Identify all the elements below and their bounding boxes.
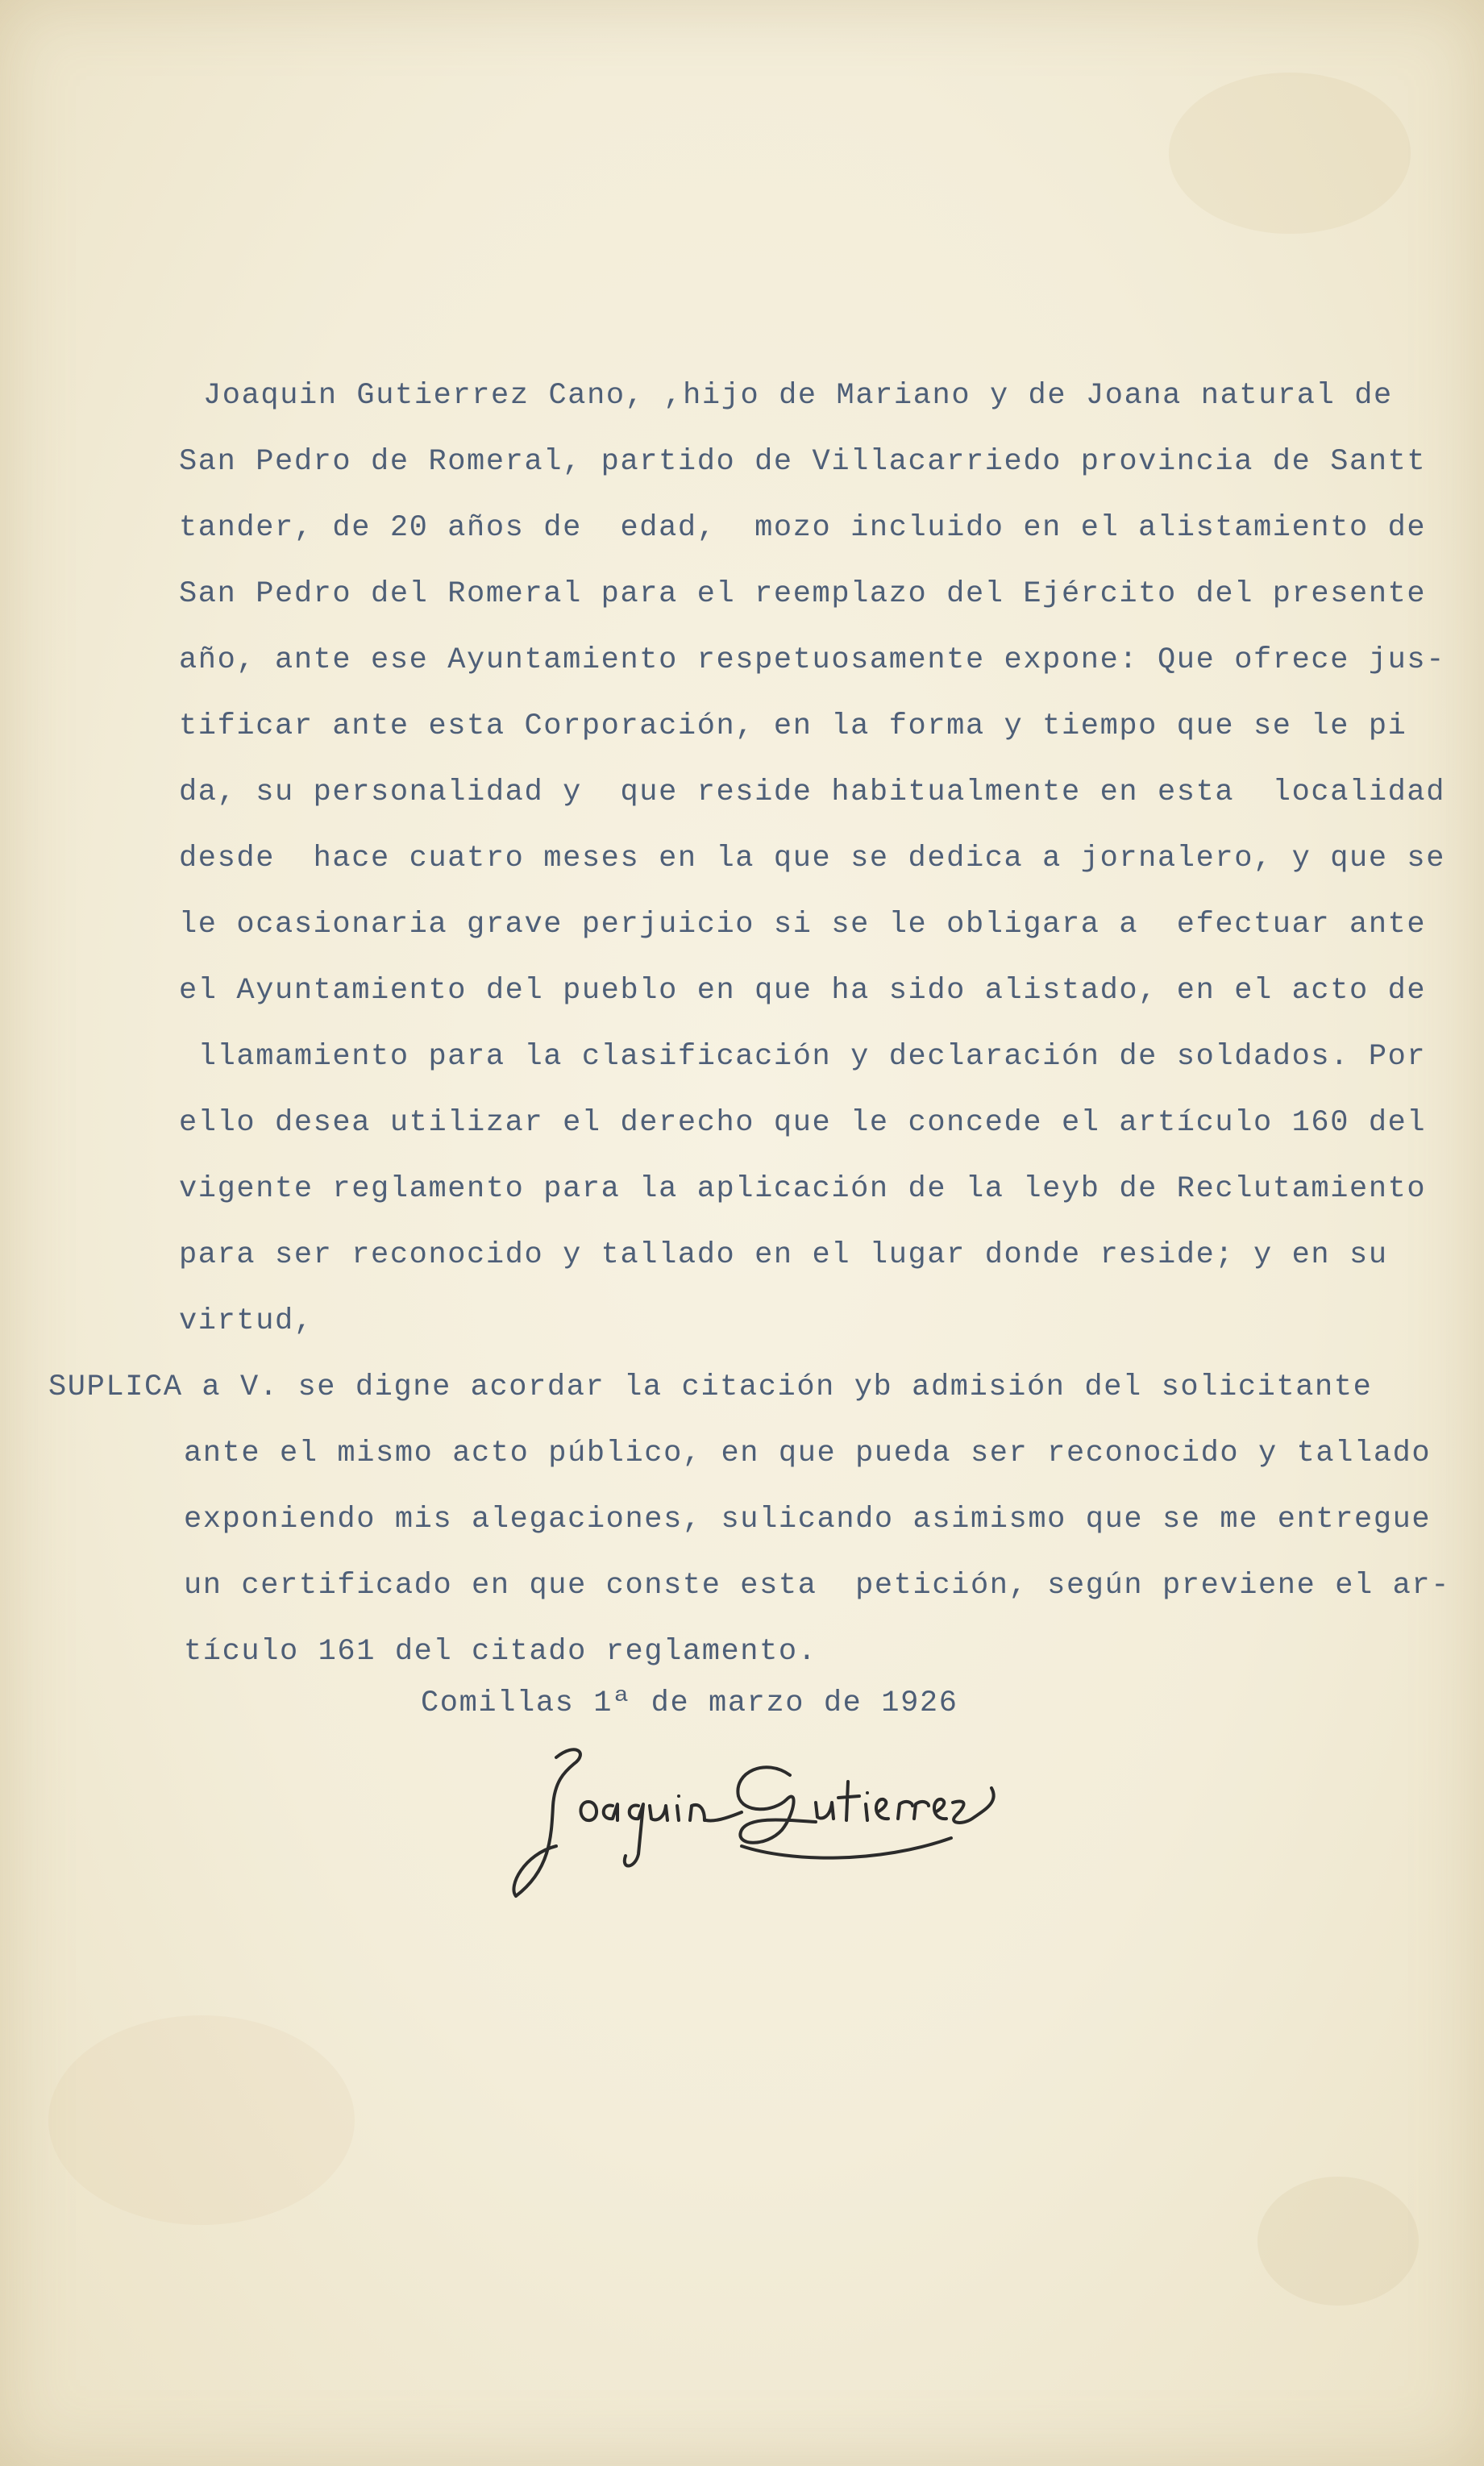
body-line: tander, de 20 años de edad, mozo incluido en el alistamiento de <box>179 511 1427 545</box>
body-line: Joaquin Gutierrez Cano, ,hijo de Mariano y de Joana natural de <box>203 379 1393 413</box>
date-line: Comillas 1ª de marzo de 1926 <box>421 1686 958 1720</box>
suplica-line: tículo 161 del citado reglamento. <box>184 1635 817 1669</box>
paper-stain <box>1257 2177 1419 2306</box>
suplica-line: SUPLICA a V. se digne acordar la citación yb admisión del solicitante <box>48 1370 1373 1404</box>
suplica-line: un certificado en que conste esta petición, según previene el ar- <box>184 1569 1451 1603</box>
body-line: tificar ante esta Corporación, en la forma y tiempo que se le pi <box>179 709 1407 743</box>
body-line: ello desea utilizar el derecho que le concede el artículo 160 del <box>179 1106 1427 1140</box>
suplica-line: exponiendo mis alegaciones, sulicando asimismo que se me entregue <box>184 1503 1432 1537</box>
letter-body <box>179 379 1446 1338</box>
suplica-line: ante el mismo acto público, en que pueda ser reconocido y tallado <box>184 1437 1432 1470</box>
body-line: da, su personalidad y que reside habitualmente en esta localidad <box>179 776 1446 809</box>
suplica-section <box>48 1370 1451 1669</box>
body-line: vigente reglamento para la aplicación de la leyb de Reclutamiento <box>179 1172 1427 1206</box>
body-line: le ocasionaria grave perjuicio si se le obligara a efectuar ante <box>179 908 1427 942</box>
body-line: para ser reconocido y tallado en el lugar donde reside; y en su <box>179 1238 1388 1272</box>
body-line: virtud, <box>179 1304 314 1338</box>
body-line: desde hace cuatro meses en la que se dedica a jornalero, y que se <box>179 842 1446 875</box>
body-line: el Ayuntamiento del pueblo en que ha sido alistado, en el acto de <box>179 974 1427 1008</box>
paper-stain <box>1169 73 1411 234</box>
handwritten-signature <box>500 1725 1024 1903</box>
body-line: llamamiento para la clasificación y declaración de soldados. Por <box>179 1040 1427 1074</box>
body-line: San Pedro del Romeral para el reemplazo del Ejército del presente <box>179 577 1427 611</box>
paper-stain <box>48 2015 355 2225</box>
body-line: San Pedro de Romeral, partido de Villacarriedo provincia de Santt <box>179 445 1427 479</box>
body-line: año, ante ese Ayuntamiento respetuosamente expone: Que ofrece jus- <box>179 643 1446 677</box>
